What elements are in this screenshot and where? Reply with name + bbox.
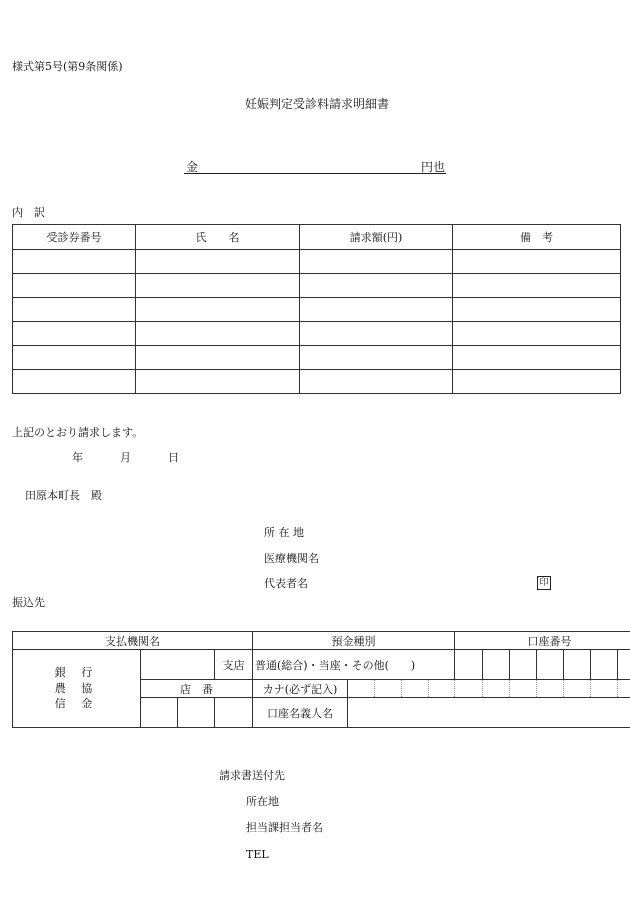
deposit-type-options[interactable]: 普通(総合)・当座・その他( ): [253, 650, 455, 680]
amount-cell[interactable]: [300, 370, 453, 394]
table-row: [13, 250, 621, 274]
name-cell[interactable]: [136, 346, 300, 370]
table-row: [13, 274, 621, 298]
branch-label: 支店: [215, 650, 253, 680]
kana-char-cell[interactable]: [537, 680, 564, 698]
name-cell[interactable]: [136, 322, 300, 346]
remarks-cell[interactable]: [453, 346, 621, 370]
form-title: 妊娠判定受診料請求明細書: [245, 97, 390, 111]
transfer-table: [12, 631, 630, 728]
form-style-number: 様式第5号(第9条関係): [12, 60, 123, 73]
date-year-label: 年: [72, 451, 83, 464]
account-digit[interactable]: [510, 650, 537, 680]
representative-label: 代表者名: [264, 577, 308, 590]
bank-name-cell[interactable]: [141, 650, 215, 680]
table-row: [13, 322, 621, 346]
kana-char-cell[interactable]: [510, 680, 537, 698]
transfer-header-row: [13, 632, 630, 650]
name-cell[interactable]: [136, 250, 300, 274]
account-digit[interactable]: [591, 650, 618, 680]
kana-char-cell[interactable]: [429, 680, 455, 698]
bank-type-bank: 銀 行: [54, 665, 99, 679]
kana-label: カナ(必ず記入): [253, 680, 348, 698]
amount-prefix: 金: [186, 160, 199, 174]
holder-name-cell[interactable]: [348, 698, 630, 728]
remarks-cell[interactable]: [453, 250, 621, 274]
holder-label: 口座名義人名: [253, 698, 348, 728]
branch-digit[interactable]: [215, 698, 253, 728]
addressee: 田原本町長 殿: [25, 489, 102, 502]
branch-digit[interactable]: [141, 698, 178, 728]
header-payment-institution: 支払機関名: [13, 632, 253, 650]
request-statement: 上記のとおり請求します。: [12, 426, 144, 439]
header-remarks: 備 考: [453, 225, 621, 250]
branch-digit[interactable]: [178, 698, 215, 728]
header-account-number: 口座番号: [455, 632, 630, 650]
account-digit[interactable]: [564, 650, 591, 680]
kana-char-cell[interactable]: [455, 680, 483, 698]
remarks-cell[interactable]: [453, 298, 621, 322]
kana-char-cell[interactable]: [618, 680, 630, 698]
branch-number-label: 店 番: [141, 680, 253, 698]
table-row: [13, 298, 621, 322]
breakdown-header-row: [13, 225, 621, 250]
account-digit[interactable]: [455, 650, 483, 680]
ticket-number-cell[interactable]: [13, 346, 136, 370]
name-cell[interactable]: [136, 274, 300, 298]
account-digit[interactable]: [483, 650, 510, 680]
amount-cell[interactable]: [300, 250, 453, 274]
amount-cell[interactable]: [300, 346, 453, 370]
account-digit[interactable]: [618, 650, 630, 680]
institution-label: 医療機関名: [264, 552, 319, 565]
ticket-number-cell[interactable]: [13, 274, 136, 298]
address-label: 所 在 地: [264, 526, 304, 539]
date-day-label: 日: [168, 451, 179, 464]
name-cell[interactable]: [136, 298, 300, 322]
account-digit[interactable]: [537, 650, 564, 680]
send-to-address: 所在地: [246, 795, 279, 808]
amount-cell[interactable]: [300, 298, 453, 322]
table-row: [13, 346, 621, 370]
amount-cell[interactable]: [300, 322, 453, 346]
header-amount: 請求額(円): [300, 225, 453, 250]
kana-char-cell[interactable]: [402, 680, 429, 698]
ticket-number-cell[interactable]: [13, 298, 136, 322]
header-deposit-type: 預金種別: [253, 632, 455, 650]
ticket-number-cell[interactable]: [13, 370, 136, 394]
kana-char-cell[interactable]: [348, 680, 375, 698]
bank-type-shinkin: 信 金: [54, 697, 99, 711]
date-month-label: 月: [120, 451, 131, 464]
bank-row-1: [13, 650, 630, 680]
header-ticket-number: 受診券番号: [13, 225, 136, 250]
amount-suffix: 円也: [421, 160, 446, 174]
amount-cell[interactable]: [300, 274, 453, 298]
bank-type-cell: [13, 650, 141, 728]
bank-type-agri: 農 協: [54, 681, 99, 695]
send-to-tel: TEL: [246, 848, 269, 861]
remarks-cell[interactable]: [453, 370, 621, 394]
kana-char-cell[interactable]: [375, 680, 402, 698]
kana-char-cell[interactable]: [591, 680, 618, 698]
remarks-cell[interactable]: [453, 322, 621, 346]
breakdown-table: [12, 224, 621, 394]
ticket-number-cell[interactable]: [13, 250, 136, 274]
send-to-contact: 担当課担当者名: [246, 821, 323, 834]
seal-mark: 印: [537, 576, 551, 590]
transfer-label: 振込先: [12, 596, 45, 609]
amount-underline: [184, 173, 446, 174]
table-row: [13, 370, 621, 394]
name-cell[interactable]: [136, 370, 300, 394]
kana-char-cell[interactable]: [564, 680, 591, 698]
ticket-number-cell[interactable]: [13, 322, 136, 346]
header-name: 氏 名: [136, 225, 300, 250]
breakdown-label: 内 訳: [12, 206, 45, 219]
kana-char-cell[interactable]: [483, 680, 510, 698]
remarks-cell[interactable]: [453, 274, 621, 298]
send-to-title: 請求書送付先: [219, 769, 285, 782]
